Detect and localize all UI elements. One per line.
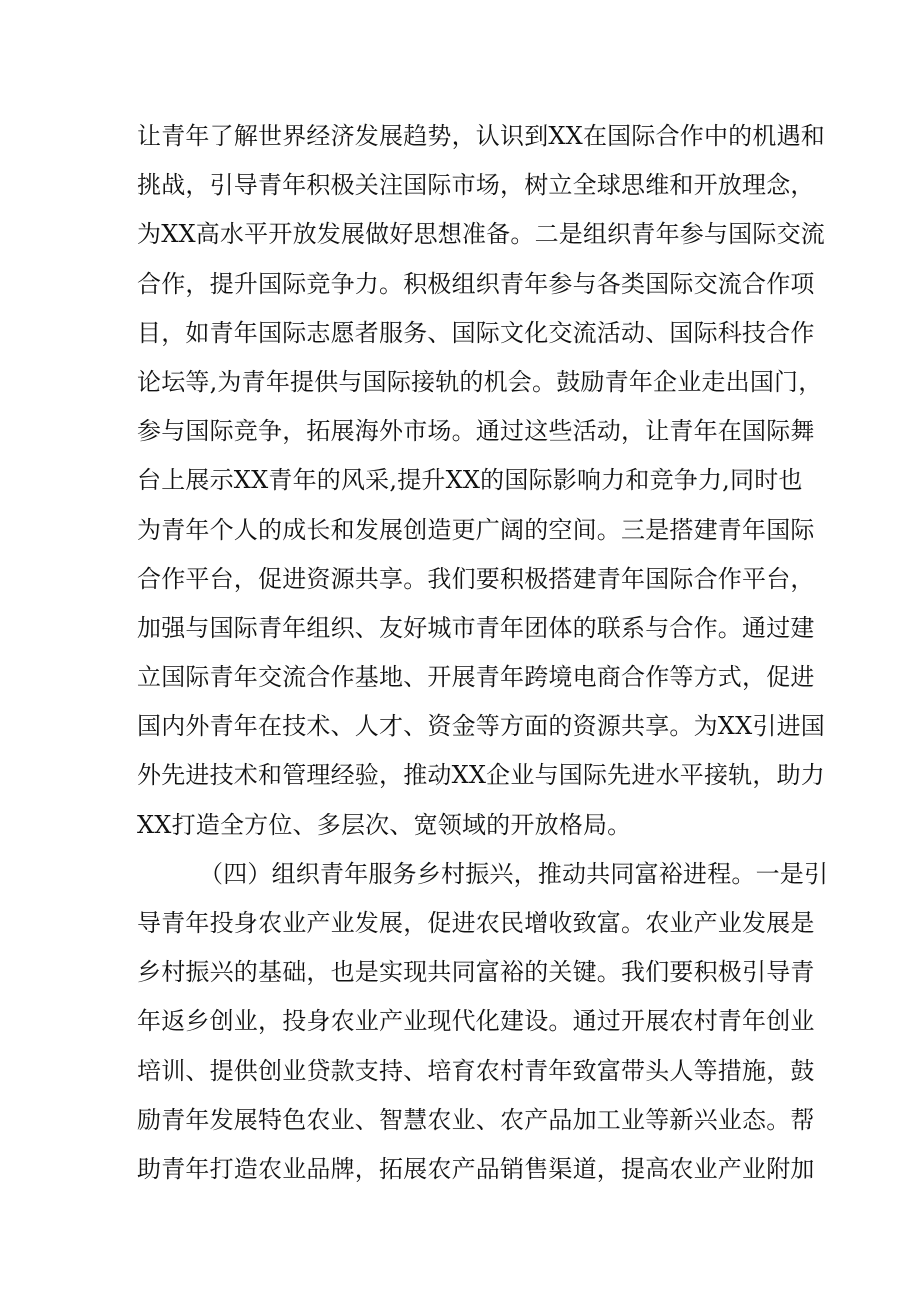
- text-line: 挑战，引导青年积极关注国际市场，树立全球思维和开放理念，: [137, 171, 815, 200]
- document-body: [137, 112, 829, 1194]
- text-line: 合作，提升国际竞争力。积极组织青年参与各类国际交流合作项: [137, 269, 815, 298]
- text-line: 外先进技术和管理经验，推动XX企业与国际先进水平接轨，助力: [137, 761, 825, 790]
- text-line: 乡村振兴的基础，也是实现共同富裕的关键。我们要积极引导青: [137, 958, 815, 987]
- text-line: 让青年了解世界经济发展趋势，认识到XX在国际合作中的机遇和: [137, 122, 825, 150]
- text-line: 合作平台，促进资源共享。我们要积极搭建青年国际合作平台，: [137, 564, 815, 593]
- text-line: 参与国际竞争，拓展海外市场。通过这些活动，让青年在国际舞: [137, 417, 815, 446]
- text-line: 为青年个人的成长和发展创造更广阔的空间。三是搭建青年国际: [137, 515, 815, 544]
- text-line: 论坛等,为青年提供与国际接轨的机会。鼓励青年企业走出国门，: [137, 367, 823, 396]
- text-line: 培训、提供创业贷款支持、培育农村青年致富带头人等措施，鼓: [137, 1056, 815, 1085]
- text-line: 导青年投身农业产业发展，促进农民增收致富。农业产业发展是: [137, 909, 815, 937]
- text-line: 国内外青年在技术、人才、资金等方面的资源共享。为XX引进国: [137, 712, 825, 741]
- text-line: 励青年发展特色农业、智慧农业、农产品加工业等新兴业态。帮: [137, 1105, 815, 1134]
- text-line: 加强与国际青年组织、友好城市青年团体的联系与合作。通过建: [137, 613, 815, 642]
- text-line: 目，如青年国际志愿者服务、国际文化交流活动、国际科技合作: [137, 318, 815, 347]
- text-line: 台上展示XX青年的风采,提升XX的国际影响力和竞争力,同时也: [137, 466, 803, 495]
- text-line: 助青年打造农业品牌，拓展农产品销售渠道，提高农业产业附加: [137, 1154, 815, 1183]
- text-line: 年返乡创业，投身农业产业现代化建设。通过开展农村青年创业: [137, 1007, 815, 1036]
- text-line: 为XX高水平开放发展做好思想准备。二是组织青年参与国际交流: [137, 220, 825, 249]
- text-line: XX打造全方位、多层次、宽领域的开放格局。: [137, 810, 632, 839]
- section-heading-line: （四）组织青年服务乡村振兴，推动共同富裕进程。一是引: [199, 859, 829, 888]
- text-line: 立国际青年交流合作基地、开展青年跨境电商合作等方式，促进: [137, 663, 815, 692]
